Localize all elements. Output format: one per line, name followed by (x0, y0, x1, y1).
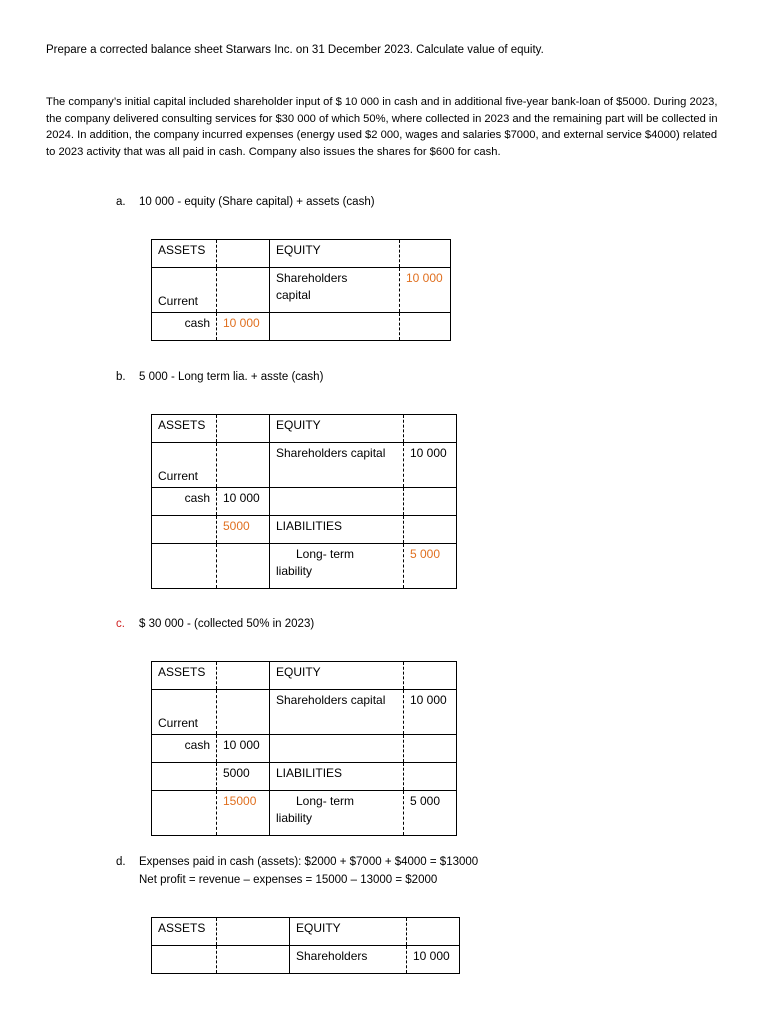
cash-label: cash (152, 313, 217, 341)
cash-value-2: 5000 (217, 516, 270, 544)
shareholders-label: Shareholders (290, 946, 407, 974)
step-a-letter: a. (116, 196, 126, 208)
step-c-text: $ 30 000 - (collected 50% in 2023) (139, 618, 315, 630)
current-label: Current (152, 268, 217, 313)
shareholders-capital-label: Shareholders capital (270, 690, 404, 735)
shareholders-capital-label: Shareholders capital (270, 268, 400, 313)
step-c-letter: c. (116, 618, 125, 630)
step-d-letter: d. (116, 856, 126, 868)
liabilities-header: LIABILITIES (270, 516, 404, 544)
problem-paragraph: The company’s initial capital included shareholder input of $ 10 000 in cash and in additional five-year bank-loan of $5000. During 2023, the company delivered consulting services for $30 000 of which 50%, where collected in 2023 and the remaining part will be collected in 2024. In addition, the company incurred expenses (energy used $2 000, wages and salaries $7000, and external service $4000) related to 2023 activity that was all paid in cash. Company also issues the shares for $600 for cash. (46, 96, 718, 158)
balance-sheet-b (151, 414, 457, 589)
page-heading: Prepare a corrected balance sheet Starwars Inc. on 31 December 2023. Calculate value of equity. (46, 44, 544, 56)
long-term-liability-label: Long- term liability (270, 544, 404, 589)
equity-header: EQUITY (270, 415, 404, 443)
liabilities-header: LIABILITIES (270, 763, 404, 791)
equity-header: EQUITY (270, 662, 404, 690)
balance-sheet-d (151, 917, 460, 974)
current-label: Current (152, 443, 217, 488)
cash-value-3: 15000 (217, 791, 270, 836)
share-capital-value: 10 000 (400, 268, 451, 313)
equity-header: EQUITY (270, 240, 400, 268)
step-a-text: 10 000 - equity (Share capital) + assets (cash) (139, 196, 375, 208)
step-b-letter: b. (116, 371, 126, 383)
cash-label: cash (152, 488, 217, 516)
cash-value: 10 000 (217, 488, 270, 516)
cash-value-2: 5000 (217, 763, 270, 791)
balance-sheet-c (151, 661, 457, 836)
assets-header: ASSETS (152, 662, 217, 690)
long-term-value: 5 000 (404, 791, 457, 836)
share-capital-value: 10 000 (404, 690, 457, 735)
cash-value: 10 000 (217, 735, 270, 763)
cash-value: 10 000 (217, 313, 270, 341)
equity-header: EQUITY (290, 918, 407, 946)
balance-sheet-a (151, 239, 451, 341)
share-capital-value: 10 000 (407, 946, 460, 974)
assets-header: ASSETS (152, 240, 217, 268)
share-capital-value: 10 000 (404, 443, 457, 488)
step-d-line2: Net profit = revenue – expenses = 15000 – 13000 = $2000 (139, 874, 438, 886)
long-term-liability-label: Long- term liability (270, 791, 404, 836)
long-term-value: 5 000 (404, 544, 457, 589)
step-b-text: 5 000 - Long term lia. + asste (cash) (139, 371, 324, 383)
cash-label: cash (152, 735, 217, 763)
shareholders-capital-label: Shareholders capital (270, 443, 404, 488)
assets-header: ASSETS (152, 415, 217, 443)
assets-header: ASSETS (152, 918, 217, 946)
step-d-line1: Expenses paid in cash (assets): $2000 + $7000 + $4000 = $13000 (139, 856, 479, 868)
current-label: Current (152, 690, 217, 735)
